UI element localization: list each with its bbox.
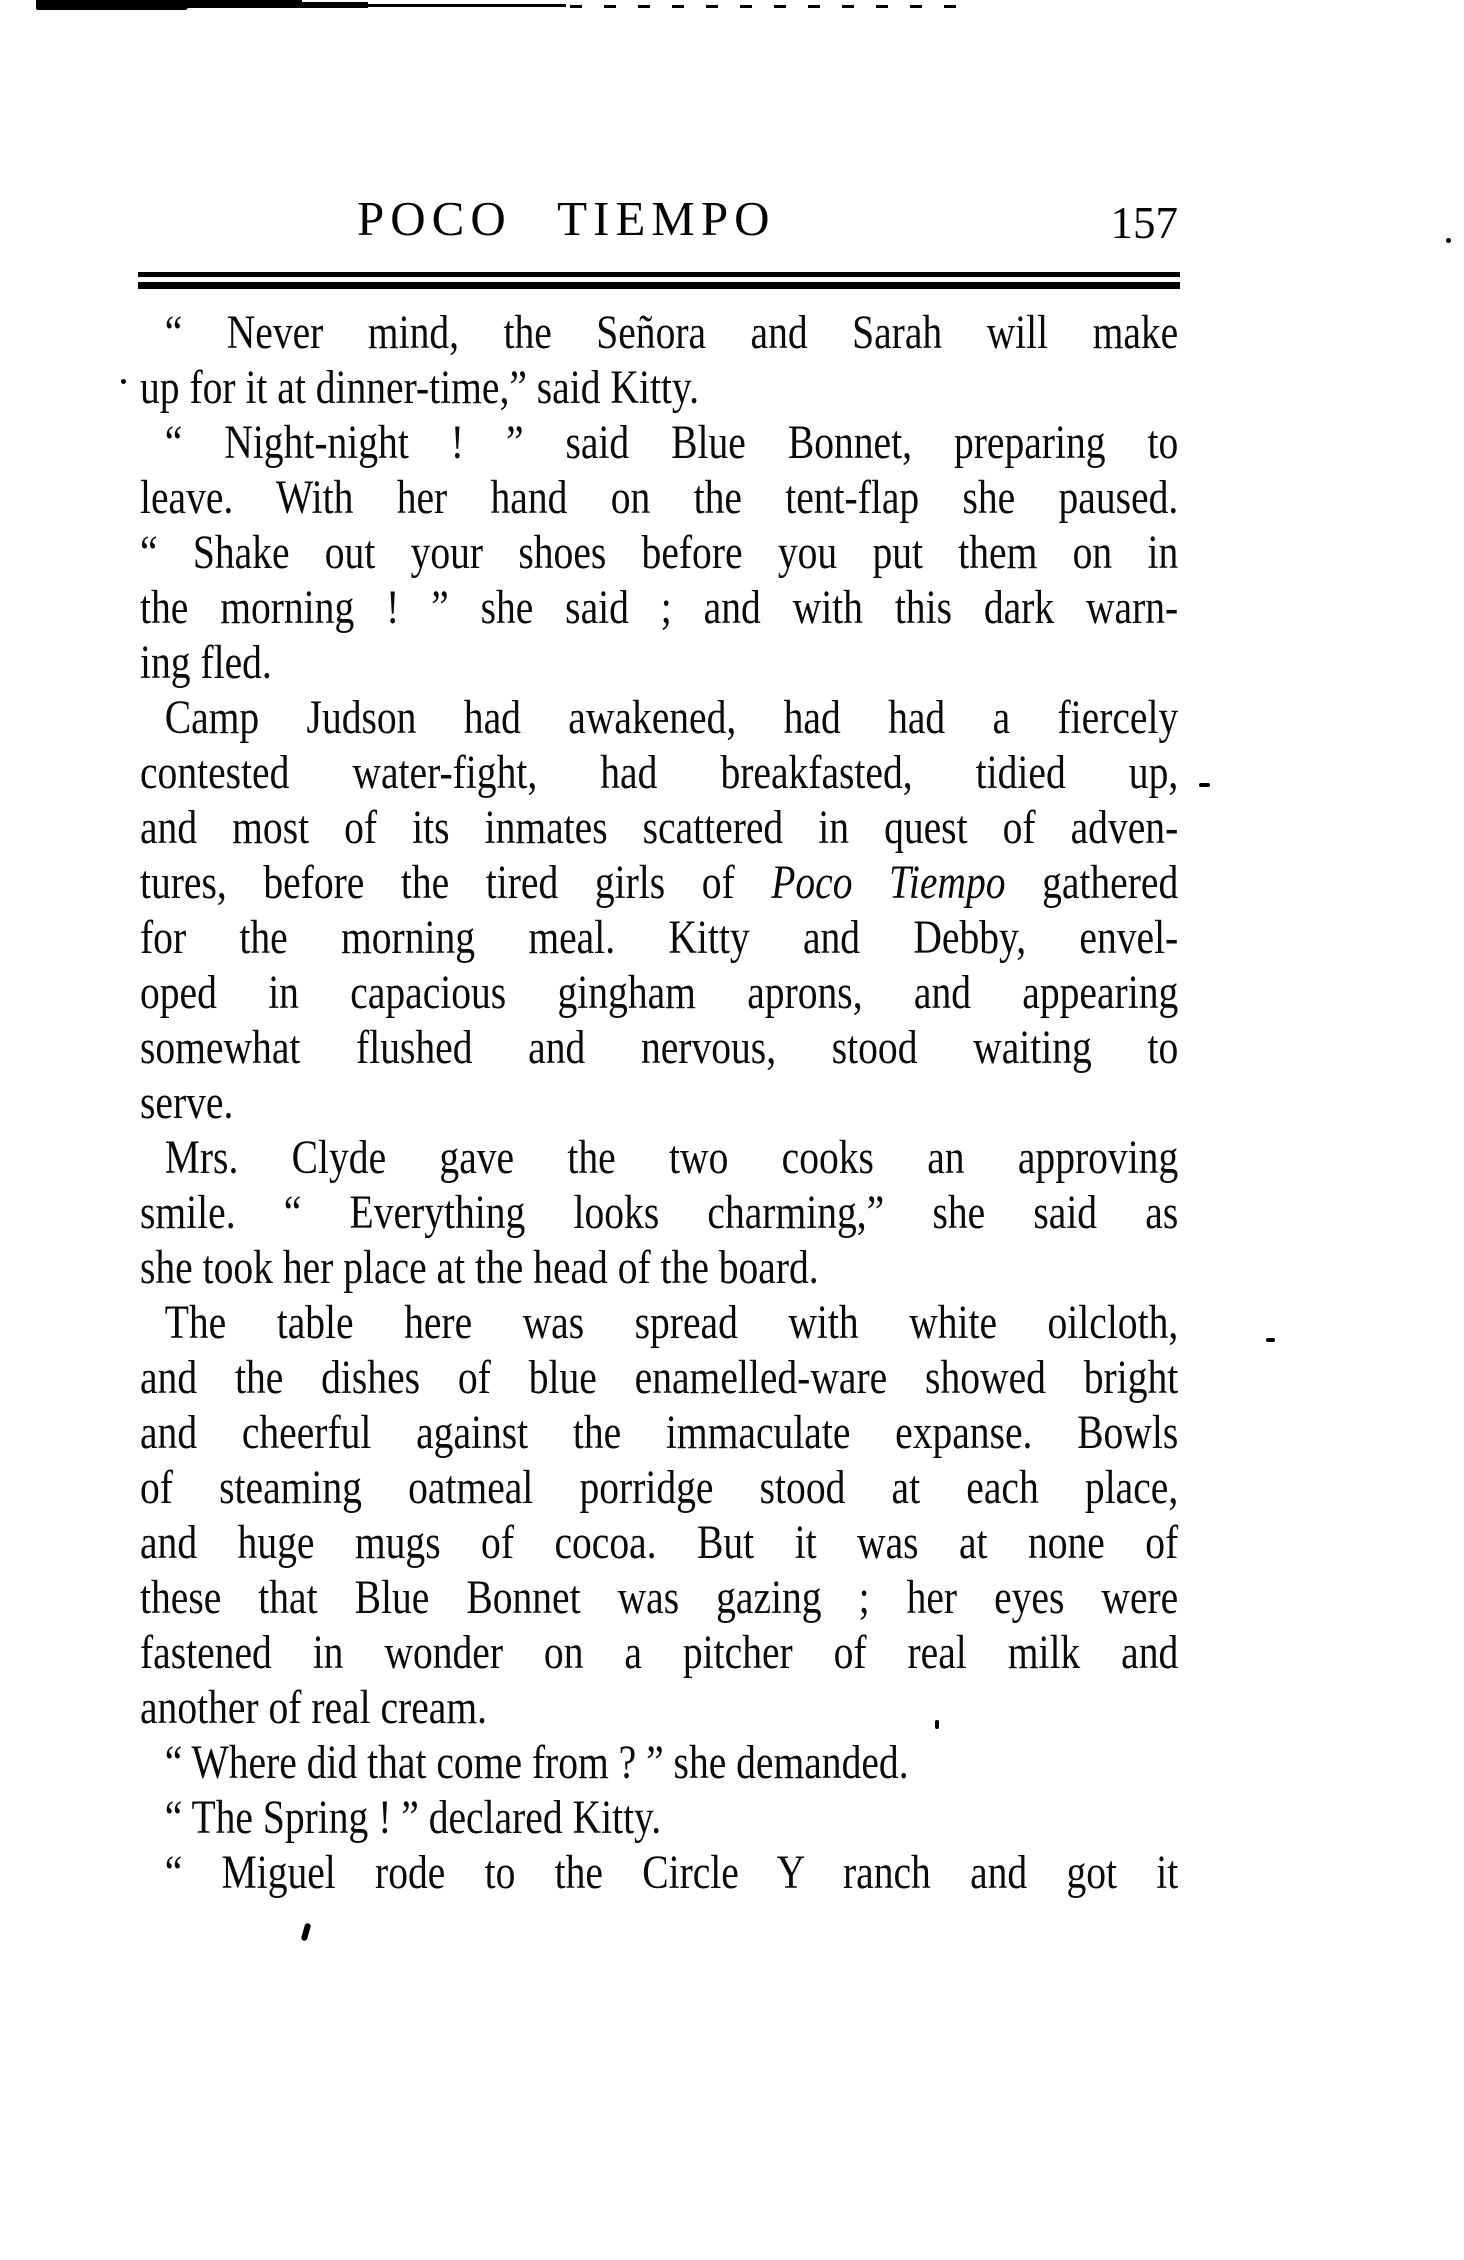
ink-speck [1266, 1338, 1275, 1342]
scan-edge-bar [366, 4, 566, 7]
text-line: and most of its inmates scattered in quest of adven- [140, 801, 1179, 854]
text-line: smile. “ Everything looks charming,” she said as [140, 1186, 1179, 1239]
ink-speck [935, 1720, 939, 1729]
text-line: of steaming oatmeal porridge stood at each place, [140, 1461, 1179, 1514]
text-segment: tures, before the tired girls of [140, 856, 772, 909]
text-line: serve. [140, 1076, 234, 1129]
text-line: Camp Judson had awakened, had had a fiercely [164, 691, 1179, 744]
text-line: “ Miguel rode to the Circle Y ranch and got it [164, 1846, 1179, 1899]
ink-speck [121, 379, 126, 384]
ink-mark [301, 1923, 312, 1942]
running-head-title: POCO TIEMPO [357, 191, 776, 246]
text-line: for the morning meal. Kitty and Debby, envel- [140, 911, 1179, 964]
text-line: Mrs. Clyde gave the two cooks an approving [164, 1131, 1179, 1184]
text-line: she took her place at the head of the board. [140, 1241, 819, 1294]
text-line: and cheerful against the immaculate expanse. Bowls [140, 1406, 1179, 1459]
scan-edge-bar [298, 2, 368, 8]
italic-phrase: Poco Tiempo [771, 856, 1006, 909]
header-rule [138, 272, 1180, 289]
ink-speck [1446, 238, 1451, 243]
text-line [140, 855, 1178, 910]
ink-speck [1199, 783, 1210, 787]
scan-edge-bar [36, 0, 188, 10]
page-number: 157 [1110, 198, 1178, 248]
text-line: fastened in wonder on a pitcher of real milk and [140, 1626, 1179, 1679]
text-line: the morning ! ” she said ; and with this dark warn- [140, 581, 1179, 634]
text-line: “ Never mind, the Señora and Sarah will make [164, 306, 1179, 359]
text-line: ing fled. [140, 636, 272, 689]
text-line: somewhat flushed and nervous, stood waiting to [140, 1021, 1179, 1074]
text-line: “ Where did that come from ? ” she demanded. [164, 1736, 909, 1789]
text-line: “ Night-night ! ” said Blue Bonnet, preparing to [164, 416, 1179, 469]
text-line: The table here was spread with white oilcloth, [164, 1296, 1179, 1349]
text-line: and huge mugs of cocoa. But it was at none of [140, 1516, 1179, 1569]
text-line: “ Shake out your shoes before you put them on in [140, 526, 1179, 579]
scan-edge-bar [182, 0, 302, 8]
text-line: contested water-fight, had breakfasted, tidied up, [140, 746, 1179, 799]
text-segment: gathered [1005, 856, 1179, 909]
scan-edge-dots [570, 5, 970, 8]
page-text [140, 305, 1178, 1900]
text-line: another of real cream. [140, 1681, 487, 1734]
text-line: “ The Spring ! ” declared Kitty. [164, 1791, 662, 1844]
text-line: these that Blue Bonnet was gazing ; her eyes were [140, 1571, 1179, 1624]
text-line: oped in capacious gingham aprons, and appearing [140, 966, 1179, 1019]
text-line: and the dishes of blue enamelled-ware showed bright [140, 1351, 1179, 1404]
text-line: leave. With her hand on the tent-flap she paused. [140, 471, 1179, 524]
text-line: up for it at dinner-time,” said Kitty. [140, 361, 700, 414]
